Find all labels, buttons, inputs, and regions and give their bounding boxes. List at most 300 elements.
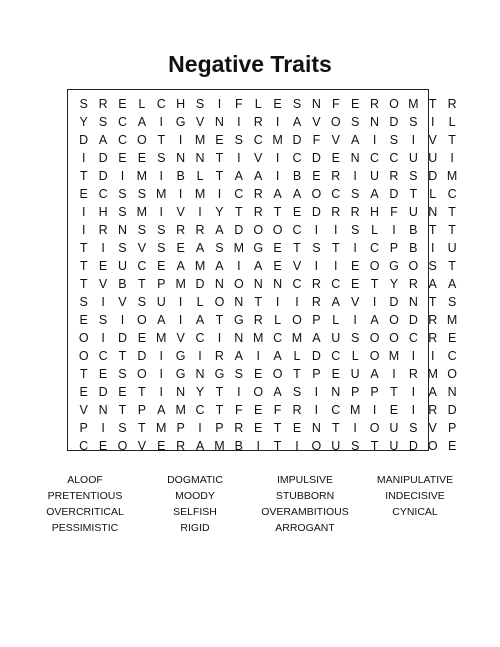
grid-letter[interactable]: M (446, 313, 458, 327)
grid-letter[interactable]: O (78, 331, 89, 345)
grid-letter[interactable]: N (253, 277, 263, 291)
grid-letter[interactable]: N (447, 385, 457, 399)
grid-letter[interactable]: T (331, 241, 340, 255)
grid-letter[interactable]: N (98, 403, 108, 417)
grid-letter[interactable]: L (196, 169, 204, 183)
grid-letter[interactable]: R (253, 313, 263, 327)
grid-letter[interactable]: S (118, 421, 127, 435)
grid-letter[interactable]: O (369, 331, 380, 345)
grid-letter[interactable]: M (175, 277, 186, 291)
grid-letter[interactable]: I (314, 385, 319, 399)
grid-letter[interactable]: S (118, 205, 127, 219)
grid-letter[interactable]: S (447, 295, 457, 309)
grid-letter[interactable]: R (214, 349, 224, 363)
grid-letter[interactable]: S (409, 421, 418, 435)
grid-letter[interactable]: T (293, 367, 301, 381)
grid-letter[interactable]: I (217, 97, 222, 111)
grid-letter[interactable]: N (370, 115, 380, 129)
grid-letter[interactable]: T (138, 421, 146, 435)
grid-letter[interactable]: E (312, 169, 321, 183)
grid-letter[interactable]: A (447, 277, 457, 291)
grid-letter[interactable]: I (372, 403, 377, 417)
grid-letter[interactable]: L (332, 313, 340, 327)
grid-letter[interactable]: A (157, 403, 166, 417)
grid-letter[interactable]: D (311, 151, 321, 165)
grid-letter[interactable]: C (79, 439, 89, 453)
grid-letter[interactable]: D (311, 205, 321, 219)
grid-letter[interactable]: I (159, 169, 163, 183)
grid-letter[interactable]: U (331, 331, 341, 345)
grid-letter[interactable]: T (235, 205, 243, 219)
grid-letter[interactable]: S (350, 187, 360, 201)
grid-letter[interactable]: P (389, 241, 399, 255)
grid-letter[interactable]: T (138, 385, 146, 399)
grid-letter[interactable]: S (389, 133, 399, 147)
grid-letter[interactable]: F (331, 97, 340, 111)
grid-letter[interactable]: I (392, 367, 396, 381)
grid-letter[interactable]: I (81, 205, 86, 219)
grid-letter[interactable]: T (79, 259, 88, 273)
grid-letter[interactable]: T (157, 133, 166, 147)
grid-letter[interactable]: U (370, 169, 380, 183)
grid-letter[interactable]: M (194, 259, 206, 273)
grid-letter[interactable]: S (118, 241, 127, 255)
grid-letter[interactable]: D (389, 187, 399, 201)
grid-letter[interactable]: P (447, 421, 457, 435)
grid-letter[interactable]: P (137, 403, 147, 417)
grid-letter[interactable]: O (137, 367, 147, 381)
grid-letter[interactable]: O (137, 313, 147, 327)
grid-letter[interactable]: N (331, 385, 341, 399)
grid-letter[interactable]: I (411, 349, 416, 363)
grid-letter[interactable]: E (350, 277, 360, 291)
grid-letter[interactable]: I (295, 439, 299, 453)
grid-letter[interactable]: S (98, 313, 108, 327)
grid-letter[interactable]: E (292, 421, 302, 435)
grid-letter[interactable]: I (159, 205, 163, 219)
grid-letter[interactable]: I (120, 313, 125, 327)
grid-letter[interactable]: E (350, 97, 360, 111)
grid-letter[interactable]: D (292, 133, 302, 147)
grid-letter[interactable]: O (408, 259, 419, 273)
grid-letter[interactable]: C (156, 97, 166, 111)
grid-letter[interactable]: P (312, 313, 321, 327)
grid-letter[interactable]: L (196, 295, 204, 309)
grid-letter[interactable]: R (234, 421, 244, 435)
grid-letter[interactable]: A (370, 187, 379, 201)
grid-letter[interactable]: R (447, 97, 457, 111)
grid-letter[interactable]: A (234, 349, 243, 363)
grid-letter[interactable]: I (372, 295, 377, 309)
grid-letter[interactable]: I (353, 241, 357, 255)
grid-letter[interactable]: D (79, 133, 89, 147)
grid-letter[interactable]: E (350, 259, 360, 273)
grid-letter[interactable]: S (137, 223, 147, 237)
grid-letter[interactable]: G (389, 259, 399, 273)
grid-letter[interactable]: B (409, 241, 418, 255)
grid-letter[interactable]: A (98, 133, 108, 147)
grid-letter[interactable]: S (137, 187, 147, 201)
grid-letter[interactable]: S (215, 241, 224, 255)
grid-letter[interactable]: E (118, 385, 127, 399)
grid-letter[interactable]: I (217, 331, 222, 345)
grid-letter[interactable]: P (176, 421, 185, 435)
grid-letter[interactable]: C (292, 277, 302, 291)
grid-letter[interactable]: G (233, 313, 244, 327)
grid-letter[interactable]: V (350, 295, 360, 309)
grid-letter[interactable]: C (137, 259, 147, 273)
grid-letter[interactable]: A (157, 313, 166, 327)
grid-letter[interactable]: E (273, 241, 282, 255)
grid-letter[interactable]: D (234, 223, 244, 237)
grid-letter[interactable]: T (118, 349, 127, 363)
grid-letter[interactable]: S (409, 115, 418, 129)
grid-letter[interactable]: E (254, 421, 263, 435)
grid-letter[interactable]: F (273, 403, 282, 417)
grid-letter[interactable]: I (159, 349, 163, 363)
grid-letter[interactable]: I (178, 295, 183, 309)
grid-letter[interactable]: N (408, 295, 418, 309)
grid-letter[interactable]: T (79, 169, 88, 183)
grid-letter[interactable]: I (430, 115, 435, 129)
grid-letter[interactable]: T (273, 205, 282, 219)
grid-letter[interactable]: E (447, 331, 457, 345)
grid-letter[interactable]: A (273, 349, 282, 363)
grid-letter[interactable]: S (118, 187, 127, 201)
grid-letter[interactable]: O (389, 97, 399, 111)
grid-letter[interactable]: A (312, 331, 321, 345)
grid-letter[interactable]: V (292, 259, 302, 273)
grid-letter[interactable]: A (273, 187, 282, 201)
grid-letter[interactable]: O (214, 295, 225, 309)
grid-letter[interactable]: O (369, 259, 380, 273)
grid-letter[interactable]: D (389, 115, 399, 129)
grid-letter[interactable]: N (234, 331, 244, 345)
grid-letter[interactable]: T (79, 241, 88, 255)
grid-letter[interactable]: D (389, 295, 399, 309)
grid-letter[interactable]: P (79, 421, 88, 435)
grid-letter[interactable]: N (117, 223, 127, 237)
grid-letter[interactable]: Y (389, 277, 399, 291)
grid-letter[interactable]: U (331, 439, 341, 453)
grid-letter[interactable]: S (195, 97, 205, 111)
grid-letter[interactable]: E (79, 313, 88, 327)
grid-letter[interactable]: E (254, 403, 263, 417)
grid-letter[interactable]: O (233, 277, 244, 291)
grid-letter[interactable]: T (215, 151, 224, 165)
grid-letter[interactable]: G (175, 349, 186, 363)
grid-letter[interactable]: A (370, 367, 379, 381)
grid-letter[interactable]: S (98, 115, 108, 129)
grid-letter[interactable]: E (273, 259, 282, 273)
grid-letter[interactable]: T (273, 421, 282, 435)
grid-letter[interactable]: A (428, 277, 437, 291)
grid-letter[interactable]: C (195, 331, 205, 345)
grid-letter[interactable]: T (331, 421, 340, 435)
grid-letter[interactable]: S (234, 367, 243, 381)
grid-letter[interactable]: I (411, 403, 416, 417)
grid-letter[interactable]: A (350, 133, 360, 147)
grid-letter[interactable]: N (214, 277, 224, 291)
grid-letter[interactable]: I (237, 385, 241, 399)
grid-letter[interactable]: I (198, 205, 202, 219)
grid-letter[interactable]: I (178, 133, 183, 147)
grid-letter[interactable]: T (428, 295, 437, 309)
grid-letter[interactable]: N (234, 295, 244, 309)
grid-letter[interactable]: N (428, 205, 438, 219)
grid-letter[interactable]: E (98, 367, 108, 381)
grid-letter[interactable]: I (392, 223, 396, 237)
grid-letter[interactable]: A (273, 385, 282, 399)
grid-letter[interactable]: T (390, 385, 398, 399)
grid-letter[interactable]: M (272, 133, 283, 147)
grid-letter[interactable]: A (428, 385, 437, 399)
grid-letter[interactable]: S (118, 367, 127, 381)
grid-letter[interactable]: O (137, 133, 147, 147)
grid-letter[interactable]: M (175, 403, 186, 417)
grid-letter[interactable]: N (176, 151, 186, 165)
grid-letter[interactable]: D (408, 313, 418, 327)
grid-letter[interactable]: V (254, 151, 263, 165)
grid-letter[interactable]: L (254, 97, 262, 111)
grid-letter[interactable]: R (350, 205, 360, 219)
grid-letter[interactable]: T (215, 313, 224, 327)
grid-letter[interactable]: N (214, 115, 224, 129)
grid-letter[interactable]: I (198, 349, 202, 363)
grid-letter[interactable]: S (157, 223, 166, 237)
grid-letter[interactable]: Y (79, 115, 88, 129)
grid-letter[interactable]: C (253, 133, 263, 147)
grid-letter[interactable]: O (117, 439, 128, 453)
grid-letter[interactable]: U (389, 421, 399, 435)
grid-letter[interactable]: R (253, 115, 263, 129)
grid-letter[interactable]: I (256, 439, 260, 453)
grid-letter[interactable]: V (428, 133, 437, 147)
grid-letter[interactable]: S (157, 151, 166, 165)
grid-letter[interactable]: C (370, 151, 380, 165)
grid-letter[interactable]: T (273, 439, 282, 453)
grid-letter[interactable]: N (273, 277, 283, 291)
grid-letter[interactable]: E (98, 259, 108, 273)
grid-letter[interactable]: G (214, 367, 225, 381)
grid-letter[interactable]: D (117, 331, 127, 345)
grid-letter[interactable]: M (156, 331, 167, 345)
grid-letter[interactable]: T (79, 367, 88, 381)
grid-letter[interactable]: T (448, 205, 456, 219)
grid-letter[interactable]: I (237, 151, 241, 165)
grid-letter[interactable]: E (273, 97, 282, 111)
grid-letter[interactable]: D (428, 169, 438, 183)
grid-letter[interactable]: U (408, 205, 418, 219)
grid-letter[interactable]: O (447, 367, 457, 381)
grid-letter[interactable]: M (136, 205, 148, 219)
grid-letter[interactable]: I (411, 385, 416, 399)
grid-letter[interactable]: O (311, 439, 322, 453)
grid-letter[interactable]: R (428, 403, 438, 417)
grid-letter[interactable]: D (98, 151, 108, 165)
grid-letter[interactable]: F (312, 133, 321, 147)
grid-letter[interactable]: T (215, 385, 224, 399)
grid-letter[interactable]: T (370, 277, 379, 291)
grid-letter[interactable]: L (448, 115, 456, 129)
grid-letter[interactable]: I (450, 151, 454, 165)
grid-letter[interactable]: T (79, 277, 88, 291)
grid-letter[interactable]: B (234, 439, 243, 453)
grid-letter[interactable]: A (292, 115, 302, 129)
grid-letter[interactable]: I (275, 151, 280, 165)
grid-letter[interactable]: U (408, 151, 418, 165)
grid-letter[interactable]: A (195, 439, 205, 453)
grid-letter[interactable]: T (370, 439, 379, 453)
grid-letter[interactable]: I (178, 187, 183, 201)
grid-letter[interactable]: I (430, 241, 435, 255)
grid-letter[interactable]: C (331, 187, 341, 201)
grid-letter[interactable]: R (292, 403, 302, 417)
grid-letter[interactable]: I (334, 223, 338, 237)
grid-letter[interactable]: R (176, 223, 186, 237)
grid-letter[interactable]: U (428, 151, 438, 165)
grid-letter[interactable]: D (311, 349, 321, 363)
grid-letter[interactable]: C (98, 349, 108, 363)
grid-letter[interactable]: N (176, 385, 186, 399)
grid-letter[interactable]: H (98, 205, 108, 219)
grid-letter[interactable]: S (157, 241, 166, 255)
grid-letter[interactable]: I (275, 169, 280, 183)
grid-letter[interactable]: I (314, 223, 319, 237)
grid-letter[interactable]: R (370, 97, 380, 111)
grid-letter[interactable]: A (195, 241, 205, 255)
grid-letter[interactable]: V (312, 115, 321, 129)
grid-letter[interactable]: C (370, 241, 380, 255)
grid-letter[interactable]: R (176, 439, 186, 453)
grid-letter[interactable]: P (350, 385, 360, 399)
grid-letter[interactable]: N (195, 151, 205, 165)
grid-letter[interactable]: O (253, 385, 264, 399)
grid-letter[interactable]: T (428, 223, 437, 237)
grid-letter[interactable]: R (98, 97, 108, 111)
grid-letter[interactable]: I (334, 259, 338, 273)
grid-letter[interactable]: M (233, 241, 245, 255)
grid-letter[interactable]: E (157, 439, 166, 453)
grid-letter[interactable]: S (79, 295, 88, 309)
grid-letter[interactable]: T (448, 223, 456, 237)
grid-letter[interactable]: R (331, 169, 341, 183)
grid-letter[interactable]: M (446, 169, 458, 183)
grid-letter[interactable]: C (447, 187, 457, 201)
grid-letter[interactable]: N (195, 367, 205, 381)
grid-letter[interactable]: C (331, 277, 341, 291)
grid-letter[interactable]: E (79, 385, 88, 399)
grid-letter[interactable]: O (369, 421, 380, 435)
grid-letter[interactable]: I (275, 115, 280, 129)
grid-letter[interactable]: F (235, 97, 243, 111)
grid-letter[interactable]: D (137, 349, 147, 363)
grid-letter[interactable]: O (427, 439, 438, 453)
grid-letter[interactable]: S (292, 385, 302, 399)
grid-letter[interactable]: I (275, 295, 280, 309)
grid-letter[interactable]: I (237, 115, 241, 129)
grid-letter[interactable]: I (101, 295, 105, 309)
grid-letter[interactable]: V (176, 331, 185, 345)
grid-letter[interactable]: O (272, 223, 283, 237)
grid-letter[interactable]: I (353, 313, 357, 327)
grid-letter[interactable]: G (253, 241, 264, 255)
grid-letter[interactable]: I (430, 349, 435, 363)
grid-letter[interactable]: R (98, 223, 108, 237)
grid-letter[interactable]: A (331, 295, 340, 309)
grid-letter[interactable]: M (408, 97, 419, 111)
grid-letter[interactable]: O (330, 115, 341, 129)
grid-letter[interactable]: V (137, 439, 147, 453)
grid-letter[interactable]: A (234, 169, 243, 183)
grid-letter[interactable]: D (447, 403, 457, 417)
grid-letter[interactable]: M (291, 331, 303, 345)
grid-letter[interactable]: B (118, 277, 127, 291)
grid-letter[interactable]: Y (215, 205, 224, 219)
grid-letter[interactable]: Y (195, 385, 205, 399)
grid-letter[interactable]: A (370, 313, 379, 327)
grid-letter[interactable]: L (429, 187, 437, 201)
grid-letter[interactable]: C (292, 151, 302, 165)
grid-letter[interactable]: T (215, 403, 224, 417)
grid-letter[interactable]: E (389, 403, 399, 417)
grid-letter[interactable]: A (137, 115, 147, 129)
grid-letter[interactable]: O (253, 223, 264, 237)
grid-letter[interactable]: U (117, 259, 127, 273)
grid-letter[interactable]: E (254, 367, 263, 381)
grid-letter[interactable]: M (427, 367, 438, 381)
grid-letter[interactable]: E (118, 97, 127, 111)
grid-letter[interactable]: R (408, 367, 418, 381)
grid-letter[interactable]: T (118, 403, 127, 417)
grid-letter[interactable]: A (215, 259, 224, 273)
grid-letter[interactable]: S (350, 115, 360, 129)
grid-letter[interactable]: E (137, 331, 147, 345)
grid-letter[interactable]: E (79, 187, 88, 201)
grid-letter[interactable]: R (408, 277, 418, 291)
grid-letter[interactable]: N (311, 97, 321, 111)
grid-letter[interactable]: I (159, 115, 163, 129)
grid-letter[interactable]: S (292, 97, 302, 111)
grid-letter[interactable]: A (292, 187, 302, 201)
grid-letter[interactable]: H (176, 97, 186, 111)
grid-letter[interactable]: V (195, 115, 205, 129)
grid-letter[interactable]: I (81, 223, 86, 237)
grid-letter[interactable]: F (235, 403, 243, 417)
grid-letter[interactable]: M (156, 421, 167, 435)
grid-letter[interactable]: N (311, 421, 321, 435)
grid-letter[interactable]: S (409, 169, 418, 183)
grid-letter[interactable]: I (295, 295, 299, 309)
grid-letter[interactable]: C (331, 349, 341, 363)
grid-letter[interactable]: C (408, 331, 418, 345)
grid-letter[interactable]: E (447, 439, 457, 453)
grid-letter[interactable]: E (331, 151, 340, 165)
grid-letter[interactable]: D (195, 277, 205, 291)
grid-letter[interactable]: M (388, 349, 400, 363)
grid-letter[interactable]: L (138, 97, 146, 111)
grid-letter[interactable]: D (98, 169, 108, 183)
grid-letter[interactable]: I (411, 133, 416, 147)
grid-letter[interactable]: I (314, 403, 319, 417)
grid-letter[interactable]: T (448, 133, 456, 147)
grid-letter[interactable]: V (98, 277, 108, 291)
grid-letter[interactable]: U (389, 439, 399, 453)
grid-letter[interactable]: R (311, 295, 321, 309)
grid-letter[interactable]: V (79, 403, 88, 417)
grid-letter[interactable]: I (256, 349, 260, 363)
grid-letter[interactable]: P (312, 367, 321, 381)
